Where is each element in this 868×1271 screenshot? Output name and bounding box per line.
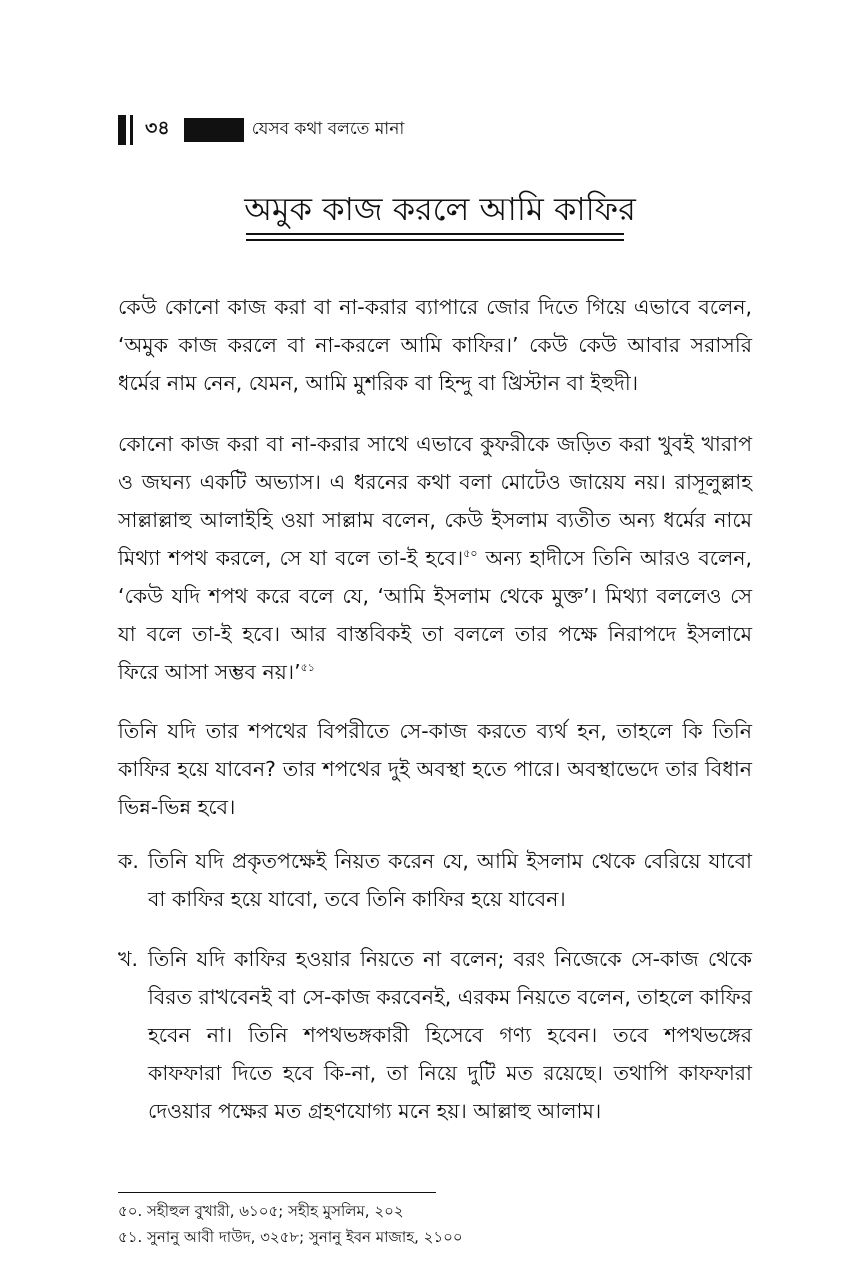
- header-thin-bar: [130, 115, 133, 145]
- paragraph-2-part-b: অন্য হাদীসে তিনি আরও বলেন, ‘কেউ যদি শপথ করে বলে যে, ‘আমি ইসলাম থেকে মুক্ত’। মিথ্যা বললেও সে যা বলে তা-ই হবে। আর বাস্তবিকই তা বললে তার পক্ষে নিরাপদে ইসলামে ফিরে আসা সম্ভব নয়।’: [118, 546, 752, 684]
- chapter-title: অমুক কাজ করলে আমি কাফির: [244, 190, 636, 228]
- paragraph-1: কেউ কোনো কাজ করা বা না-করার ব্যাপারে জোর দিতে গিয়ে এভাবে বলেন, ‘অমুক কাজ করলে বা না-করলে আমি কাফির।’ কেউ কেউ আবার সরাসরি ধর্মের নাম নেন, যেমন, আমি মুশরিক বা হিন্দু বা খ্রিস্টান বা ইহুদী।: [118, 295, 752, 395]
- footnote-separator: [118, 1192, 436, 1193]
- title-underline-bottom: [246, 239, 624, 241]
- running-title: যেসব কথা বলতে মানা: [251, 119, 405, 139]
- footnote-ref-50: ৫০: [463, 547, 478, 561]
- list-marker: ক.: [118, 849, 139, 873]
- list-item-kha: [118, 940, 752, 1130]
- page-number: ৩৪: [145, 117, 170, 139]
- header-thick-bar: [118, 115, 126, 145]
- title-underline-top: [246, 233, 624, 235]
- list-item-ka: [118, 842, 752, 918]
- list-item-text: তিনি যদি কাফির হওয়ার নিয়তে না বলেন; বরং নিজেকে সে-কাজ থেকে বিরত রাখবেনই বা সে-কাজ করবেনই, এরকম নিয়তে বলেন, তাহলে কাফির হবেন না। তিনি শপথভঙ্গকারী হিসেবে গণ্য হবেন। তবে শপথভঙ্গের কাফফারা দিতে হবে কি-না, তা নিয়ে দুটি মত রয়েছে। তথাপি কাফফারা দেওয়ার পক্ষের মত গ্রহণযোগ্য মনে হয়। আল্লাহু আলাম।: [148, 947, 752, 1123]
- header-black-block: [184, 118, 244, 142]
- list-item-text: তিনি যদি প্রকৃতপক্ষেই নিয়ত করেন যে, আমি ইসলাম থেকে বেরিয়ে যাবো বা কাফির হয়ে যাবো, তবে তিনি কাফির হয়ে যাবেন।: [148, 849, 752, 911]
- paragraph-3: তিনি যদি তার শপথের বিপরীতে সে-কাজ করতে ব্যর্থ হন, তাহলে কি তিনি কাফির হয়ে যাবেন? তার শপথের দুই অবস্থা হতে পারে। অবস্থাভেদে তার বিধান ভিন্ন-ভিন্ন হবে।: [118, 719, 752, 819]
- running-header: [118, 114, 404, 146]
- paragraph-2: [118, 425, 752, 691]
- footnote-50: ৫০. সহীহুল বুখারী, ৬১০৫; সহীহ মুসলিম, ২০২: [118, 1202, 404, 1220]
- footnote-51: ৫১. সুনানু আবী দাউদ, ৩২৫৮; সুনানু ইবন মাজাহ, ২১০০: [118, 1228, 463, 1246]
- footnote-ref-51: ৫১: [300, 661, 315, 675]
- list-marker: খ.: [118, 947, 138, 971]
- paragraph-2-part-a: কোনো কাজ করা বা না-করার সাথে এভাবে কুফরীকে জড়িত করা খুবই খারাপ ও জঘন্য একটি অভ্যাস। এ ধরনের কথা বলা মোটেও জায়েয নয়। রাসূলুল্লাহ সাল্লাল্লাহু আলাইহি ওয়া সাল্লাম বলেন, কেউ ইসলাম ব্যতীত অন্য ধর্মের নামে মিথ্যা শপথ করলে, সে যা বলে তা-ই হবে।: [118, 432, 752, 570]
